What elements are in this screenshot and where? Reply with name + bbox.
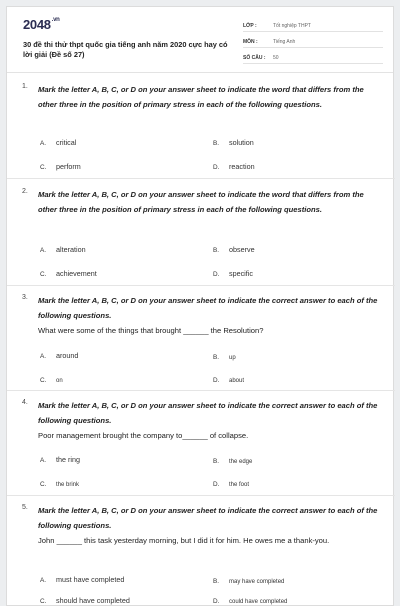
question-stem: Poor management brought the company to______ of collapse.: [38, 431, 249, 440]
document-title: 30 đề thi thử thpt quốc gia tiếng anh năm 2020 cực hay có lời giải (Đề số 27): [23, 40, 228, 59]
instruction-text: Mark the letter A, B, C, or D on your answer sheet to indicate the correct answer to each of the following questions.: [38, 296, 378, 320]
option-c[interactable]: [40, 162, 81, 171]
meta-row-count: [243, 48, 383, 64]
option-key: A.: [40, 457, 47, 464]
option-a[interactable]: [40, 351, 78, 360]
option-key: D.: [213, 271, 220, 278]
option-text: the edge: [229, 459, 253, 465]
instruction-text: Mark the letter A, B, C, or D on your answer sheet to indicate the word that differs from the other three in the position of primary stress in each of the following questions.: [38, 190, 364, 214]
option-d[interactable]: [213, 269, 253, 278]
option-key: B.: [213, 458, 220, 465]
option-text: on: [56, 378, 63, 384]
option-key: D.: [213, 377, 220, 384]
instruction-text: Mark the letter A, B, C, or D on your answer sheet to indicate the correct answer to each of the following questions.: [38, 401, 378, 425]
option-key: C.: [40, 598, 47, 605]
option-text: could have completed: [229, 599, 288, 605]
option-key: A.: [40, 140, 47, 147]
subject-label: MÔN :: [243, 39, 258, 45]
class-label: LỚP :: [243, 23, 257, 29]
question-instruction: [38, 187, 383, 217]
meta-row-subject: [243, 32, 383, 48]
option-text: the ring: [56, 455, 80, 464]
option-text: specific: [229, 269, 253, 278]
question-number: 1.: [22, 83, 28, 90]
option-text: achievement: [56, 269, 97, 278]
option-text: up: [229, 355, 236, 361]
option-key: B.: [213, 578, 220, 585]
option-key: C.: [40, 271, 47, 278]
document-header: [7, 7, 393, 73]
option-a[interactable]: [40, 575, 124, 584]
option-key: D.: [213, 598, 220, 605]
option-c[interactable]: [40, 269, 97, 278]
option-key: D.: [213, 164, 220, 171]
option-b[interactable]: [213, 456, 252, 465]
option-text: the brink: [56, 482, 80, 488]
question-number: 4.: [22, 399, 28, 406]
class-value: Tốt nghiệp THPT: [273, 23, 311, 29]
subject-value: Tiếng Anh: [273, 39, 296, 45]
option-key: C.: [40, 164, 47, 171]
option-key: C.: [40, 481, 47, 488]
question-divider: [7, 390, 395, 391]
option-text: must have completed: [56, 575, 125, 584]
question-number: 2.: [22, 188, 28, 195]
question-instruction: [38, 82, 383, 112]
question-instruction: [38, 398, 383, 428]
option-key: A.: [40, 577, 47, 584]
count-label: SỐ CÂU :: [243, 55, 266, 61]
option-text: around: [56, 351, 79, 360]
option-d[interactable]: [213, 375, 244, 384]
count-value: 50: [273, 55, 279, 61]
option-key: D.: [213, 481, 220, 488]
logo-text: 2048: [23, 17, 51, 32]
option-d[interactable]: [213, 162, 255, 171]
question-instruction: [38, 293, 383, 323]
option-b[interactable]: [213, 576, 284, 585]
site-logo[interactable]: [23, 17, 60, 32]
option-b[interactable]: [213, 352, 236, 361]
option-key: A.: [40, 353, 47, 360]
option-b[interactable]: [213, 245, 255, 254]
option-text: perform: [56, 162, 81, 171]
option-a[interactable]: [40, 138, 76, 147]
meta-row-class: [243, 16, 383, 32]
option-text: may have completed: [229, 579, 285, 585]
worksheet-page: [6, 6, 394, 606]
question-divider: [7, 178, 395, 179]
option-text: alteration: [56, 245, 86, 254]
option-key: B.: [213, 354, 220, 361]
question-stem: John ______ this task yesterday morning, but I did it for him. He owes me a thank-you.: [38, 536, 330, 545]
option-text: solution: [229, 138, 254, 147]
document-meta: [243, 16, 383, 64]
option-text: observe: [229, 245, 255, 254]
option-key: A.: [40, 247, 47, 254]
question-stem: What were some of the things that brought ______ the Resolution?: [38, 326, 264, 335]
question-divider: [7, 285, 395, 286]
option-text: reaction: [229, 162, 255, 171]
question-divider: [7, 495, 395, 496]
option-text: the foot: [229, 482, 250, 488]
option-a[interactable]: [40, 455, 80, 464]
option-key: B.: [213, 247, 220, 254]
option-d[interactable]: [213, 596, 287, 605]
option-b[interactable]: [213, 138, 254, 147]
option-c[interactable]: [40, 479, 79, 488]
question-number: 3.: [22, 294, 28, 301]
instruction-text: Mark the letter A, B, C, or D on your answer sheet to indicate the correct answer to each of the following questions.: [38, 506, 378, 530]
option-key: B.: [213, 140, 220, 147]
option-text: critical: [56, 138, 77, 147]
option-text: should have completed: [56, 596, 130, 605]
option-text: about: [229, 378, 245, 384]
option-c[interactable]: [40, 375, 63, 384]
logo-suffix: .vn: [51, 17, 60, 23]
option-d[interactable]: [213, 479, 249, 488]
question-number: 5.: [22, 504, 28, 511]
instruction-text: Mark the letter A, B, C, or D on your answer sheet to indicate the word that differs from the other three in the position of primary stress in each of the following questions.: [38, 85, 364, 109]
question-instruction: [38, 503, 383, 533]
option-key: C.: [40, 377, 47, 384]
option-c[interactable]: [40, 596, 130, 605]
option-a[interactable]: [40, 245, 86, 254]
